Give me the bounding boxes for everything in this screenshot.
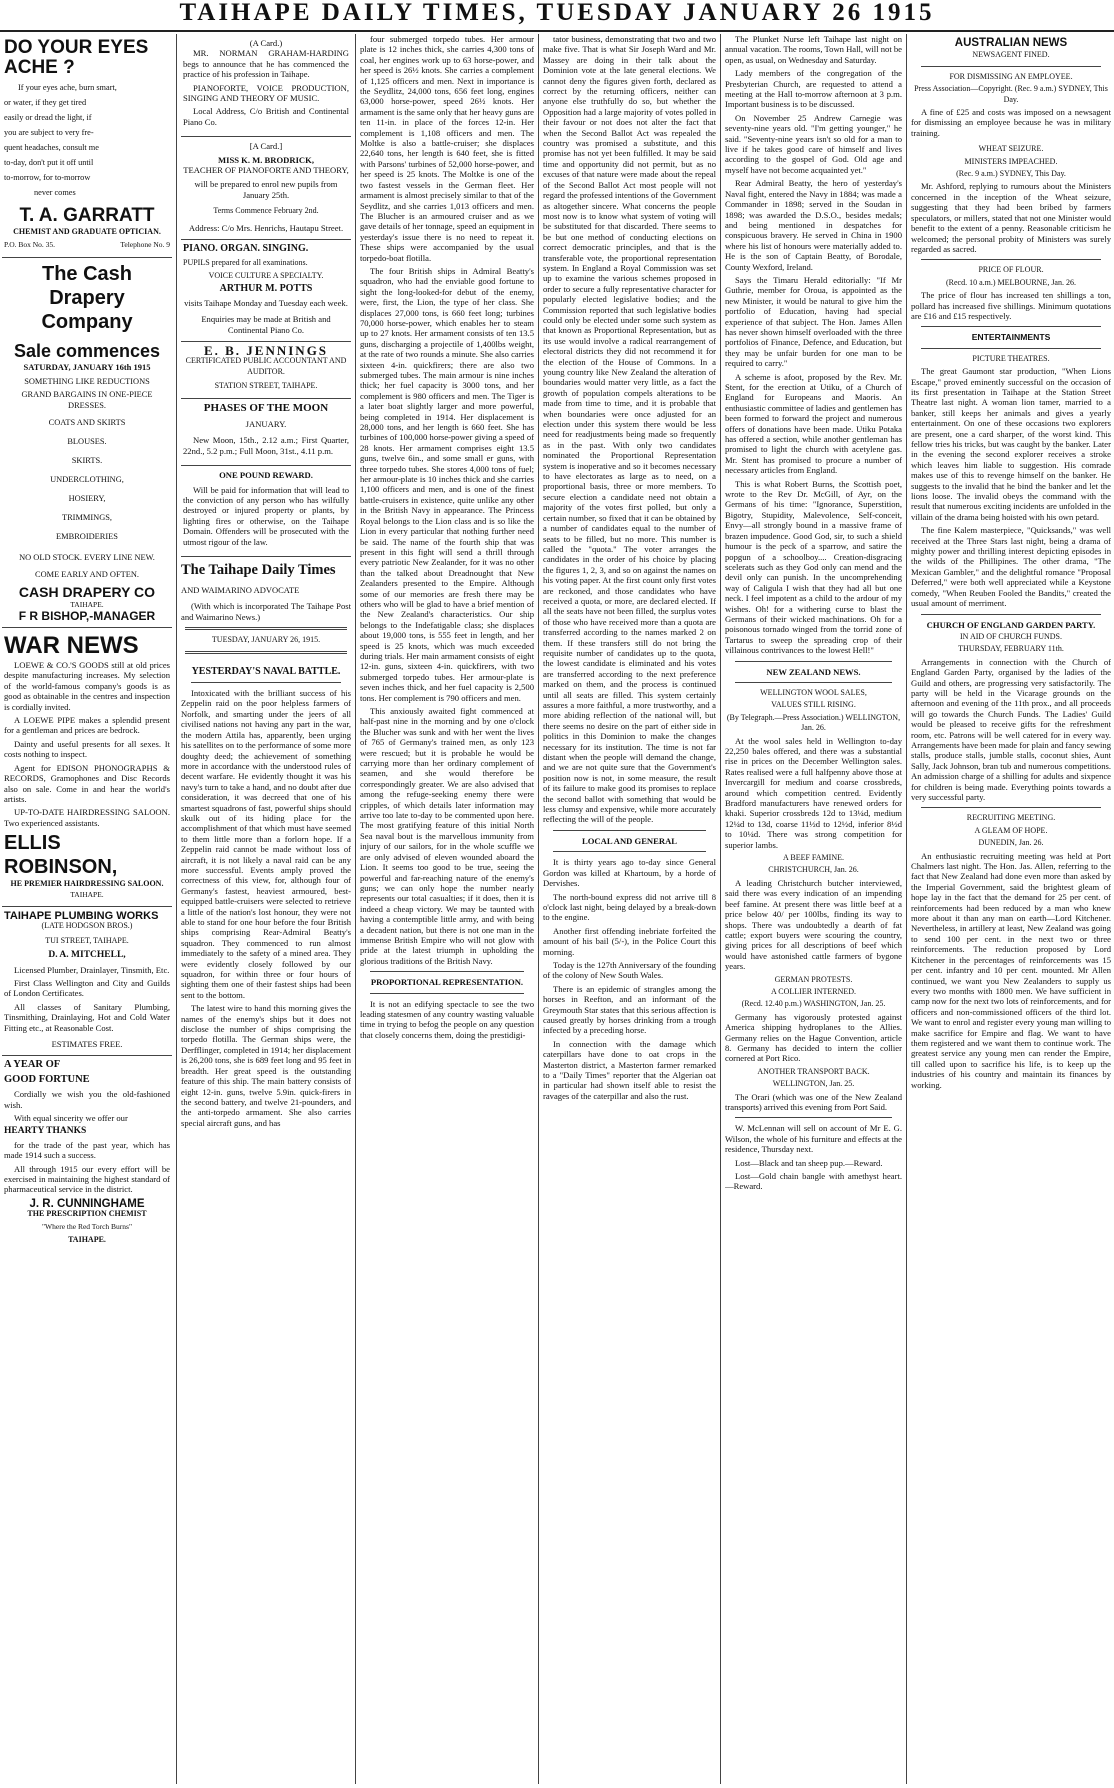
ad-potts-name: ARTHUR M. POTTS	[219, 283, 313, 295]
ad-eyes-line: you are subject to very fre-	[4, 128, 94, 137]
wool-title: WELLINGTON WOOL SALES,	[760, 687, 867, 697]
transport-title: ANOTHER TRANSPORT BACK.	[757, 1066, 870, 1076]
beef-text: A leading Christchurch butcher interviewed, said there was every indication of an impending beef famine. At present there was little beef at a price below 40/ per 100lbs, finding its way to shops. There was undoubtedly a dearth of fat cattle; export buyers were scouring the country, giving prices for all descriptions of beef which would have astonished cattle farmers of bygone years.	[725, 877, 902, 972]
ad-year-text: With equal sincerity we offer our	[14, 1113, 128, 1124]
ad-plumbing	[2, 907, 172, 1056]
ad-eyes-line: to-morrow, for to-morrow	[4, 173, 91, 182]
ad-jennings	[181, 342, 351, 399]
card-tag: (A Card.)	[249, 38, 283, 48]
transport-text: The Orari (which was one of the New Zealand transports) arrived this evening from Port Said.	[725, 1091, 902, 1112]
column-2	[181, 34, 351, 1784]
local-item: Today is the 127th Anniversary of the founding of the colony of New South Wales.	[543, 959, 716, 981]
ent-title: ENTERTAINMENTS	[971, 332, 1051, 343]
flour-date: (Recd. 10 a.m.) MELBOURNE, Jan. 26.	[946, 277, 1076, 287]
ad-plumb-name: D. A. MITCHELL,	[48, 950, 126, 961]
ad-year-l2: GOOD FORTUNE	[4, 1073, 90, 1085]
local-item: A scheme is afoot, proposed by the Rev. Mr. Stent, for the erection at Utiku, of a Church of England for Europeans and Maoris. An enthusiastic committee of ladies and gentlemen has been formed to forward the project and numerous offers of donations have been made. Utiku Potaka has offered a section, while another gentleman has promised to light the church with acetylene gas. Mr. Stent has promised to procure a number of necessary articles from England.	[725, 371, 902, 476]
ad-potts-enq: Enquiries may be made at British and Continental Piano Co.	[201, 314, 331, 335]
local-item: Says the Timaru Herald editorially: "If Mr Guthrie, member for Oroua, is appointed as the new Minister, it would be natural to give him the portfolio of Education, having had special experience of that subject. The Hon. James Allen has never shown himself overloaded with the three portfolios of Finance, Defence, and Education, but they may be unfair burden for one man to be required to carry."	[725, 274, 902, 369]
local-item: The north-bound express did not arrive till 8 o'clock last night, being delayed by a break-down to the engine.	[543, 891, 716, 923]
ad-eyes-phone: Telephone No. 9	[120, 240, 170, 250]
ad-war-title: WAR NEWS	[4, 632, 139, 660]
reward-text: Will be paid for information that will lead to the conviction of any person who has wilfully destroyed or injured property or plants, by lighting fires or otherwise, on the Taihape Domain. Offenders will be prosecuted with the utmost rigour of the law.	[183, 484, 349, 547]
ad-cash-nostock: NO OLD STOCK. EVERY LINE NEW.	[19, 553, 155, 563]
local-item: Lady members of the congregation of the Presbyterian Church, are requested to attend a meeting at the Hall to-morrow afternoon at 3 p.m. Important business is to be discussed.	[725, 68, 902, 110]
local-item: This is what Robert Burns, the Scottish poet, wrote to the Rev Dr. McGill, of Ayr, on the Germans of his time: "Ignorance, Superstition, Bigotry, Stupidity, Malevolence, Self-conceit, Envy—all strongly bound in a massive frame of brazen impudence. Good God, sir, to such a shield humour is the peck of a sparrow, and satire the popgun of a schoolboy.... Creation-disgracing scelerats such as they God only can mend and the devil only can punish. In the uncomprehending way of Caligula I wish that they had all but one neck. I feel impotent as a child to the ardour of my wishes. Oh! for a withering curse to blast the Germans of their wicked machinations. Oh for a poisonous tornado winged from the torrid zone of Tartarus to sweep the spreading crop of their villainous contrivances to the lowest Hell!"	[725, 478, 902, 656]
local-item: Rear Admiral Beatty, the hero of yesterday's Naval fight, entered the Navy in 1884; was made a Commander in 1898; served in the Soudan in 1898; was awarded the D.S.O., besides medals; and being mentioned in despatches for conspicuous bravery. He served in China in 1900 where his list of honours were materially added to. He is the son of Captain Beatty, of Borodale, County Wexford, Ireland.	[725, 178, 902, 272]
ad-plumb-text: First Class Wellington and City and Guilds of London Certificates.	[4, 977, 170, 999]
card-text: Local Address, C/o British and Continental Piano Co.	[183, 106, 349, 127]
ad-potts-visits: visits Taihape Monday and Tuesday each week.	[184, 297, 348, 308]
ad-eyes-line: to-day, don't put it off until	[4, 158, 94, 167]
ad-eyes	[2, 34, 172, 258]
ad-year-text: Cordially we wish you the old-fashioned wish.	[4, 1089, 170, 1110]
naval-text: The four British ships in Admiral Beatty's squadron, who had the enviable good fortune to sight the long-looked-for debut of the enemy, were, first, the Lion, the type of her class. She displaces 27,000 tons, is 660 feet long; turbines 70,000 horse-power, which enables her to steam up to 27 knots. Her armament consists of ten 13.5 guns, discharging a projectile of 1,400lbs weight, at the rate of two rounds a minute. She also carries sixteen 4-in. quickfirers; there are also two submerged tubes. The main armour is nine inches thick; her fuel capacity is 3000 tons, and her complement is 980 officers and men. The Tiger is a later boat slightly larger and more powerful, being completed in 1914. Her displacement is 28,000 tons, and her length is 660 feet. She has turbines of 100,000 horse-power giving a speed of 28 knots. Her armament comprises eight 13.5 guns, twelve 6in., and some small er guns, with three torpedo tubes. She stores 4,000 tons of fuel; her armour-plate is 10 inches thick and she carries 1,100 officers and men, and is one of the finest battle-cruisers in existence, quite unlike any other in the British Navy in appearance. The Princess Royal belongs to the Lion class and is so like the Lion in every particular that nothing further need be said. The name of the fourth ship that was present in this fight will send a thrill through every patriotic New Zealander, for it was no other than the talked about Dreadnought that New Zealanders presented to the Empire. Although some of our memories are fresh there may be others who will be glad to have a brief mention of the New Zealand's characteristics. Our ship belongs to the Indefatigable class; she displaces about 19,000 tons, is 555 feet in length, and her speed is 25 knots, which was much exceeded during trials. Her main armament consists of eight 12-in. guns, sixteen 4-in. quickfirers, with two submerged torpedo tubes. Her armour-plate is seven inches thick, and her fuel capacity is 2,500 tons. Her complement is 790 officers and men.	[360, 265, 534, 703]
ad-cash-manager: F R BISHOP,-MANAGER	[18, 608, 156, 623]
local-item: Another first offending inebriate forfeited the amount of his bail (5/-), in the Police Court this morning.	[543, 925, 716, 957]
naval-text: four submerged torpedo tubes. Her armour plate is 12 inches thick, she carries 4,300 tons of coal, her engines work up to 63 horse-power, and her speed is 26½ knots. She carries a complement of 1,125 officers and men. Next in importance is the Seydlitz, 24,000 tons, 656 feet long, engines 63,000 horse-power, speed 26½ knots. Her armament is the same only that her heavy guns are ten 11-in. in place of the forces 12-in. Her complement is 1,108 officers and men. The Moltke is also a battle-cruiser; she displaces 22,640 tons, her length is 640 feet, she is fitted with Parsons' turbines of 52,000 horse-power, and her speed is 25 knots. The Moltke is one of the two fastest vessels in the German fleet. Her armament is almost precisely similar to that of the Seydlitz, and she carries 1,013 officers and men. The Blucher is an armoured cruiser and as we gave details of her tonnage, speed an equipment in yesterday's issue there is no need to repeat it. These ships were accompanied by the usual torpedo-boat flotilla.	[360, 34, 534, 263]
column-rule	[538, 34, 539, 1784]
ad-eyes-line: If your eyes ache, burn smart,	[18, 83, 117, 92]
paper-title: The Taihape Daily Times	[181, 562, 336, 579]
ad-cash-sale: Sale commences	[13, 340, 161, 361]
ad-year-name: J. R. CUNNINGHAME	[29, 1197, 145, 1210]
moon-text: New Moon, 15th., 2.12 a.m.; First Quarter, 22nd., 5.2 p.m.; Full Moon, 31st., 4.11 p.m.	[183, 435, 349, 456]
paper-sub: AND WAIMARINO ADVOCATE	[181, 585, 300, 596]
ad-year-thanks: HEARTY THANKS	[4, 1126, 87, 1137]
lost-notice: Lost—Gold chain bangle with amethyst heart.—Reward.	[725, 1171, 902, 1192]
ad-plumb-text: Licensed Plumber, Drainlayer, Tinsmith, Etc.	[14, 964, 170, 975]
ad-cash-drapery	[2, 258, 172, 628]
ad-plumb-text: All classes of Sanitary Plumbing, Tinsmithing, Drainlaying, Hot and Cold Water Fitting etc., at Reasonable Cost.	[4, 1001, 170, 1033]
column-3	[360, 34, 534, 1784]
naval-text: Intoxicated with the brilliant success of his Zeppelin raid on the poor helpless farmers of Norfolk, and smarting under the jeers of all civilised nations not having any part in the war, the modern Attila has, apparently, been urging his satellites on to the performance of some more doughty deed; the achievement of something more in accordance with the understood rules of decent warfare. He evidently thought it was his navy's turn to take a hand, and no doubt after due consideration, it was decreed that one of his smartest squadrons of fast, powerful ships should skulk out of its hiding place for the accomplishment of that which must have seemed to them little more than a forlorn hope. If a Zeppelin raid cannot be made without loss of aircraft, it is not likely a naval raid can be any more successful. Events amply proved the correctness of this view, for, although four of Germany's fastest, heaviest armoured, best-equipped battle-cruisers were selected to retrieve a little of the nation's lost honour, they were not able to stand for one hour before the four British ships comprising Rear-Admiral Beatty's squadron. They commenced to run almost immediately to the safety of a mined area. They were evidently closely followed by our squadron, for within three or four hours of sighting them one of their fastest ships had been sent to the bottom.	[181, 688, 351, 1000]
employee-by: Press Association—Copyright. (Rec. 9 a.m.) SYDNEY, This Day.	[914, 84, 1108, 104]
ad-cash-item: BLOUSES.	[67, 437, 107, 447]
ad-eyes-role: CHEMIST AND GRADUATE OPTICIAN.	[13, 227, 161, 236]
card-brodrick-addr: Address: C/o Mrs. Henrichs, Hautapu Street.	[188, 222, 344, 233]
reward-notice	[181, 466, 351, 557]
prop-title: PROPORTIONAL REPRESENTATION.	[370, 977, 524, 988]
column-rule	[176, 34, 177, 1784]
reward-title: ONE POUND REWARD.	[219, 470, 313, 481]
local-item: The Plunket Nurse left Taihape last night on annual vacation. The rooms, Town Hall, will not be open, as usual, on Wednesday and Saturday.	[725, 34, 902, 65]
column-6	[911, 34, 1111, 1784]
german-sub: A COLLIER INTERNED.	[770, 986, 857, 996]
ad-good-fortune	[2, 1056, 172, 1249]
prop-text: It is not an edifying spectacle to see the two leading statesmen of any country wasting valuable time in trying to befog the people on any question that closely concerns them, doing the prestidigi-	[360, 998, 534, 1040]
german-text: Germany has vigorously protested against America shipping hydroplanes to the Allies. Germany relies on the Hague Convention, article 8. Germany has decided to intern the collier cornered at Port Rico.	[725, 1011, 902, 1064]
ad-ellis-sub: HE PREMIER HAIRDRESSING SALOON.	[10, 879, 164, 889]
ad-plumb-street: TUI STREET, TAIHAPE.	[45, 935, 129, 945]
picture-text: The fine Kalem masterpiece, "Quicksands," was well received at the Three Stars last night, being a drama of mighty power and thrilling interest depicting episodes in the wilds of the Phillipines. The other drama, "The Mexican Gambler," and the delightful romance "Proposal Deferred," were both well appreciated while a Keystone comedy, "When Reuben Fooled the Bandits," created the usual amount of merriment.	[911, 525, 1111, 609]
newsagent-title: NEWSAGENT FINED.	[972, 50, 1050, 60]
ad-cash-town: TAIHAPE.	[70, 600, 104, 610]
naval-text: This anxiously awaited fight commenced at half-past nine in the morning and by one o'clock the Blucher was sunk and with her went the lives of 765 of Germany's trained men, as only 123 were rescued; but it is probable he would be carrying more than her ordinary complement of seamen, and she would therefore be correspondingly greater. We are also advised that among the refuge-seeking enemy there were cripples, of which details later information may arrive too late to-day to be commented upon here. The most gratifying feature of this initial North Sea naval bout is the marvellous immunity from injury of our sailors, for in the whole scuffle we are only advised of eleven wounded aboard the Lion. It seems too good to be true, seeing the powerful and far-reaching nature of the enemy's guns; we can only hope the number nearly represents our total casualties; if it does, then it is indeed a cheap victory. We may be taunted with having a contemptible little army, and with being a decadent nation, but there is not one man in the immense British Empire who will not glow with pride at the latest triumph in upholding the glorious traditions of the British Navy.	[360, 706, 534, 966]
lost-notice: Lost—Black and tan sheep pup.—Reward.	[735, 1157, 883, 1168]
ad-cash-item: UNDERCLOTHING,	[50, 475, 124, 485]
ad-year-text: All through 1915 our every effort will be exercised in maintaining the highest standard of pharmaceutical service in the district.	[4, 1163, 170, 1195]
ad-cash-date: SATURDAY, JANUARY 16th 1915	[23, 361, 151, 372]
ad-cash-item: TRIMMINGS,	[61, 513, 113, 523]
card-brodrick-pupils: will be prepared to enrol new pupils from January 25th.	[194, 179, 338, 200]
naval-text: The latest wire to hand this morning gives the names of the enemy's ships but it does not disclose the number of ships comprising the torpedo flotilla. The German ships were, the Derfflinger, completed in 1914; her displacement is 26,200 tons, she is 689 feet long and 95 feet in breadth. Her great speed is the outstanding feature of this ship. The main battery consists of eight 12-in. guns, twelve 5.9in. quick-firers in the second battery, and twelve 21-pounders, and the anti-torpedo armament. She also carries special aircraft guns, and has	[181, 1003, 351, 1128]
ad-cash-firm: CASH DRAPERY CO	[18, 584, 156, 601]
recruit-sub: A GLEAM OF HOPE.	[974, 825, 1048, 835]
ad-war-text: Agent for EDISON PHONOGRAPHS & RECORDS, Gramophones and Disc Records also on sale. Come in and hear the world's artists.	[4, 762, 170, 804]
paper-header	[181, 557, 351, 663]
ad-plumb-estimates: ESTIMATES FREE.	[51, 1039, 123, 1049]
ad-year-l1: A YEAR OF	[4, 1059, 61, 1071]
ad-year-text: for the trade of the past year, which has made 1914 such a success.	[4, 1139, 170, 1161]
church-title: CHURCH OF ENGLAND GARDEN PARTY.	[926, 619, 1096, 630]
ad-plumb-late: (LATE HODGSON BROS.)	[41, 921, 133, 931]
auction-text: W. McLennan will sell on account of Mr E. G. Wilson, the whole of his furniture and effects at the residence, Thursday next.	[725, 1123, 902, 1155]
employee-title: FOR DISMISSING AN EMPLOYEE.	[949, 71, 1073, 81]
flour-title: PRICE OF FLOUR.	[978, 265, 1044, 275]
employee-text: A fine of £25 and costs was imposed on a newsagent for dismissing an employee because he was in military training.	[911, 107, 1111, 138]
column-4	[543, 34, 716, 1784]
ad-eyes-line: or water, if they get tired	[4, 98, 87, 107]
card-brodrick	[181, 137, 351, 240]
ad-cash-item: EMBROIDERIES	[56, 532, 118, 542]
ad-year-role: THE PRESCRIPTION CHEMIST	[27, 1209, 147, 1219]
naval-title: YESTERDAY'S NAVAL BATTLE.	[191, 665, 341, 677]
card-tag: [A Card.]	[249, 141, 283, 152]
wool-by: (By Telegraph.—Press Association.) WELLINGTON, Jan. 26.	[726, 712, 901, 733]
ad-ellis-town: TAIHAPE.	[70, 889, 104, 899]
ad-eyes-pobox: P.O. Box No. 35.	[4, 240, 56, 250]
ad-jennings-addr: STATION STREET, TAIHAPE.	[214, 381, 318, 391]
ad-jennings-name: E. B. JENNINGS	[203, 342, 329, 358]
ad-cash-title: The Cash Drapery Company	[41, 262, 133, 333]
wheat-title: WHEAT SEIZURE.	[978, 144, 1044, 154]
moon-title: PHASES OF THE MOON	[203, 401, 329, 414]
ad-potts-voice: VOICE CULTURE A SPECIALTY.	[208, 270, 324, 280]
local-item: In connection with the damage which caterpillars have done to oat crops in the Masterton district, a Masterton farmer remarked to a "Daily Times" reporter that the Algerian oat in particular had shown itself able to resist the ravages of the caterpillar and also the rust.	[543, 1038, 716, 1101]
beef-date: CHRISTCHURCH, Jan. 26.	[768, 865, 859, 875]
moon-phases	[181, 399, 351, 467]
ministers-text: Mr. Ashford, replying to rumours about the Ministers concerned in the inception of the Wheat seizure, suggesting that they had been bribed by farmers speculators, or millers, stated that not one Minister would benefit to the extent of a penny. Reasonable criticism he welcomed; the personal probity of Ministers was surely regarded as sacred.	[911, 181, 1111, 254]
flour-text: The price of flour has increased ten shillings a ton, pollard has increased five shillings. Minimum quotations are £16 and £15 respectively.	[911, 290, 1111, 321]
church-sub: IN AID OF CHURCH FUNDS.	[959, 631, 1062, 641]
paper-date: TUESDAY, JANUARY 26, 1915.	[211, 635, 321, 645]
nz-news-title: NEW ZEALAND NEWS.	[766, 666, 861, 677]
german-title: GERMAN PROTESTS.	[774, 974, 853, 984]
ministers-date: (Rec. 9 a.m.) SYDNEY, This Day.	[956, 169, 1066, 179]
beef-title: A BEEF FAMINE.	[783, 853, 844, 863]
column-rule	[355, 34, 356, 1784]
church-date: THURSDAY, FEBRUARY 11th.	[958, 644, 1064, 654]
ad-eyes-line: never comes	[34, 188, 76, 197]
ad-year-town: TAIHAPE.	[68, 1235, 106, 1245]
ad-eyes-line: quent headaches, consult me	[4, 143, 99, 152]
card-text: MR. NORMAN GRAHAM-HARDING begs to announce that he has commenced the practice of his profession in Taihape.	[183, 48, 349, 80]
wool-sub: VALUES STILL RISING.	[771, 700, 856, 710]
picture-text: The great Gaumont star production, "When Lions Escape," proved eminently successful on the occasion of its first presentation in Taihape at the Station Street Theatre last night. A woman lion tamer, married to a banker, still keeps her animals and gives a yearly entertainment. On one of these occasions two explorers are present, one a card sharper, of the worst kind. This fellow tries his tricks, but was caught by the banker. Later in the evening the second explorer receives a stroke which leaves him liable to suggestion. His comrade makes use of this to revenge himself on the banker. He suggests to the invalid that he bind the banker and let the lions loose. The invalid obeys the command with the result that numerous exciting incidents are unfolded in the villain of the drama being hoisted with his own petard.	[911, 366, 1111, 522]
ad-eyes-name: T. A. GARRATT	[19, 205, 155, 226]
prop-text: tator business, demonstrating that two and two make five. That is what Sir Joseph Ward and Mr. Massey are doing in their talk about the Dominion vote at the late general elections. We cannot deny the figures given forth, declared as correct by the returning officers, neither can anyone else truthfully do so, but whether the Opposition had a large majority of votes polled in their favour or not does not alter the fact that when the Second Ballot Act was repealed the country was promised a substitute, and this promise has not yet been fulfilled. It may be said time and opportunity did not permit, but as no excuses of that nature were made about the repeal of the Second Ballot Act most people will not regard the professed intentions of the Government as altogether sincere. What concerns the people most now is to know what system of voting will be substituted for that discarded. There seems to be but one method of conducting elections on correct democratic principles, and that is the transferable vote, the proportional representation system. In England a Royal Commission was set up to examine the various schemes proposed in order to secure a fully representative character for popularly elected legislative bodies; and the Commission reported that such legislative bodies could only be elected under some such system as that known as Proportional Representation, but as its use would involve a radical rearrangement of electoral districts they did not recommend it for the election of the House of Commons. In a young country like New Zealand the alteration of boundaries would matter very little, as a fact the growth of population compels alterations to be made from time to time, and it is probable that when boundaries were once adjusted for an election under this system there would be less need for readjustments being made so frequently as in the past. With only two candidates nominated the Proportional Representation system is inoperative and so it becomes necessary to have electorates as large as to need, on a proportional basis, three or more members. To secure election a candidate need not obtain a majority of the votes first polled, but only a certain number, so fixed that it can be obtained by a number of candidates equal to the number of seats to be filled, but no more. This number is called the "quota." The voter arranges the candidates in the order of his choice by placing the figures 1, 2, 3, and so on against the names on his voting paper. At the first count only first votes are reckoned, and those candidates who have received a quota, or more, are declared elected. If all the seats have not been filled, the surplus votes of those who have received more than a quota are transferred according to the names marked 2 on them. If these transfers still do not bring the requisite number of candidates up to the quota, the lowest candidate is eliminated and his votes are transferred according to the next preference marked on them, and the process is continued until all seats are filled. This system certainly assures a more faithful, a more trustworthy, and a more abiding reflection of the national will, but there seems no desire on the part of either side in politics in this Dominion to make the changes necessary for its institution. The time is not far distant when the people will demand the change, and we are not quite sure that the Government's position now is not, in some measure, the result of its failure to make good its promises to replace the second ballot with something that would be less clumsy and expensive, while more accurately reflecting the will of the people.	[543, 34, 716, 825]
ad-cash-item: HOSIERY,	[68, 494, 106, 504]
recruit-title: RECRUITING MEETING.	[966, 813, 1056, 823]
ad-cash-come: COME EARLY AND OFTEN.	[34, 570, 139, 580]
ad-cash-item: SKIRTS.	[71, 456, 103, 466]
ad-eyes-line: easily or dread the light, if	[4, 113, 92, 122]
ad-war-news	[2, 628, 172, 907]
ad-cash-item: SOMETHING LIKE REDUCTIONS	[24, 377, 150, 387]
card-text: PIANOFORTE, VOICE PRODUCTION, SINGING AND THEORY OF MUSIC.	[183, 82, 349, 104]
church-text: Arrangements in connection with the Church of England Garden Party, organised by the ladies of the Guild and others, are progressing very satisfactorily. The party will be held in the Vicarage grounds on the afternoon and evening of the 11th prox., and all proceeds will go towards the Church Funds. The Ladies' Guild would be pleased to receive gifts for the refreshment room, etc. Patrons will be well catered for in every way. Arrangements have been made for plain and fancy sewing stalls, produce stalls, jumble stalls, coconut shies, Aunt Sally, Jack Johnson, bran tub and numerous competitions. An admission charge of a shilling for adults and sixpence for children is being made. Everything points towards a very successful party.	[911, 656, 1111, 802]
ad-war-text: Dainty and useful presents for all sexes. It costs nothing to inspect.	[4, 738, 170, 760]
moon-month: JANUARY.	[245, 418, 287, 429]
ad-year-motto: "Where the Red Torch Burns"	[41, 1221, 133, 1231]
column-1-ads	[2, 34, 172, 1784]
ad-war-text: A LOEWE PIPE makes a splendid present for a gentleman and prices are bedrock.	[4, 715, 170, 736]
ad-eyes-title: DO YOUR EYES ACHE ?	[4, 37, 149, 78]
ad-ellis-name: ELLIS ROBINSON,	[4, 832, 118, 879]
ad-potts-pupils: PUPILS prepared for all examinations.	[183, 257, 308, 267]
card-brodrick-name: MISS K. M. BRODRICK,	[218, 154, 314, 165]
ad-cash-item: GRAND BARGAINS IN ONE-PIECE DRESSES.	[21, 390, 153, 411]
ad-cash-item: COATS AND SKIRTS	[48, 418, 126, 428]
ad-war-text: UP-TO-DATE HAIRDRESSING SALOON. Two experienced assistants.	[4, 807, 170, 828]
picture-title: PICTURE THEATRES.	[972, 353, 1050, 363]
transport-date: WELLINGTON, Jan. 25.	[772, 1079, 855, 1089]
local-item: There is an epidemic of strangles among the horses in Reefton, and an informant of the Greymouth Star states that this serious affection is caused greatly by horses drinking from a trough infected by a preceding horse.	[543, 983, 716, 1036]
card-brodrick-terms: Terms Commence February 2nd.	[213, 206, 319, 216]
column-rule	[720, 34, 721, 1784]
aus-news-title: AUSTRALIAN NEWS	[954, 37, 1068, 49]
masthead: TAIHAPE DAILY TIMES, TUESDAY JANUARY 26 1915	[0, 0, 1114, 32]
ad-war-text: LOEWE & CO.'S GOODS still at old prices despite manufacturing increases. My selection of the world-famous company's goods is as good as obtainable in the centres and inspection is cordially invited.	[4, 660, 170, 712]
paper-note: (With which is incorporated The Taihape Post and Waimarino News.)	[181, 601, 351, 622]
ad-potts	[181, 240, 351, 342]
ad-jennings-role: CERTIFICATED PUBLIC ACCOUNTANT AND AUDITOR.	[185, 356, 347, 376]
recruit-text: An enthusiastic recruiting meeting was held at Port Chalmers last night. The Hon. Jas. Allen, referring to the fact that New Zealand had done even more than asked by the Imperial Government, said the brightest gleam of hope lay in the fact that the demand for 25 per cent. of reinforcements had been reduced by a man who knew more about it than any man on earth—Lord Kitchener. Nevertheless, in artillery at least, New Zealand was going to send 100 per cent. in the next two or three reinforcements. The reduction proposed by Lord Kitchener in the percentages of reinforcements was 15 per cent. infantry and 10 per cent. mounted. Mr Allen continued, we want you New Zealanders to supply us every two months with 1800 men. We have sufficient in camp now for the next two lots of reinforcements, and for officers and non-commissioned officers of the third lot. We want to enrol and register every young man willing to make sacrifice for Empire and flag. We want to have them registered and we want them to continue work. The greatest service any young men can render the Empire, till called upon to sacrifice his life, is to keep up the industries of his country and maintain its finances by working.	[911, 850, 1111, 1090]
column-5	[725, 34, 902, 1784]
ad-plumb-title: TAIHAPE PLUMBING WORKS	[4, 909, 159, 922]
recruit-date: DUNEDIN, Jan. 26.	[978, 838, 1044, 848]
wool-text: At the wool sales held in Wellington to-day 22,250 bales offered, and there was a substantial rise in prices on the December Wellington sales. Rates realised were a full halfpenny above those at Invercargill for medium and coarse crossbreds, around which competition centred. Evidently Bradford manufacturers have renewed orders for khaki. Superior crossbreds 12d to 13¼d, medium 12¼d to 13d, coarse 11½d to 12½d, inferior 8½d to 10¼d. There was strong competition for superior lambs.	[725, 735, 902, 850]
card-graham-harding	[181, 34, 351, 137]
local-item: It is thirty years ago to-day since General Gordon was killed at Khartoum, by a horde of Dervishes.	[543, 857, 716, 889]
local-item: On November 25 Andrew Carnegie was seventy-nine years old. "I'm getting younger," he said. "Seventy-nine years isn't so old for a man to live if he takes good care of himself and lives according to the gospel of God. Old age and myself have not become acquainted yet."	[725, 112, 902, 175]
ad-potts-title: PIANO. ORGAN. SINGING.	[183, 243, 309, 255]
column-rule	[906, 34, 907, 1784]
card-brodrick-role: TEACHER OF PIANOFORTE AND THEORY,	[183, 165, 349, 176]
local-title: LOCAL AND GENERAL	[581, 835, 678, 846]
ministers-title: MINISTERS IMPEACHED.	[964, 156, 1058, 166]
german-date: (Recd. 12.40 p.m.) WASHINGTON, Jan. 25.	[741, 999, 886, 1009]
